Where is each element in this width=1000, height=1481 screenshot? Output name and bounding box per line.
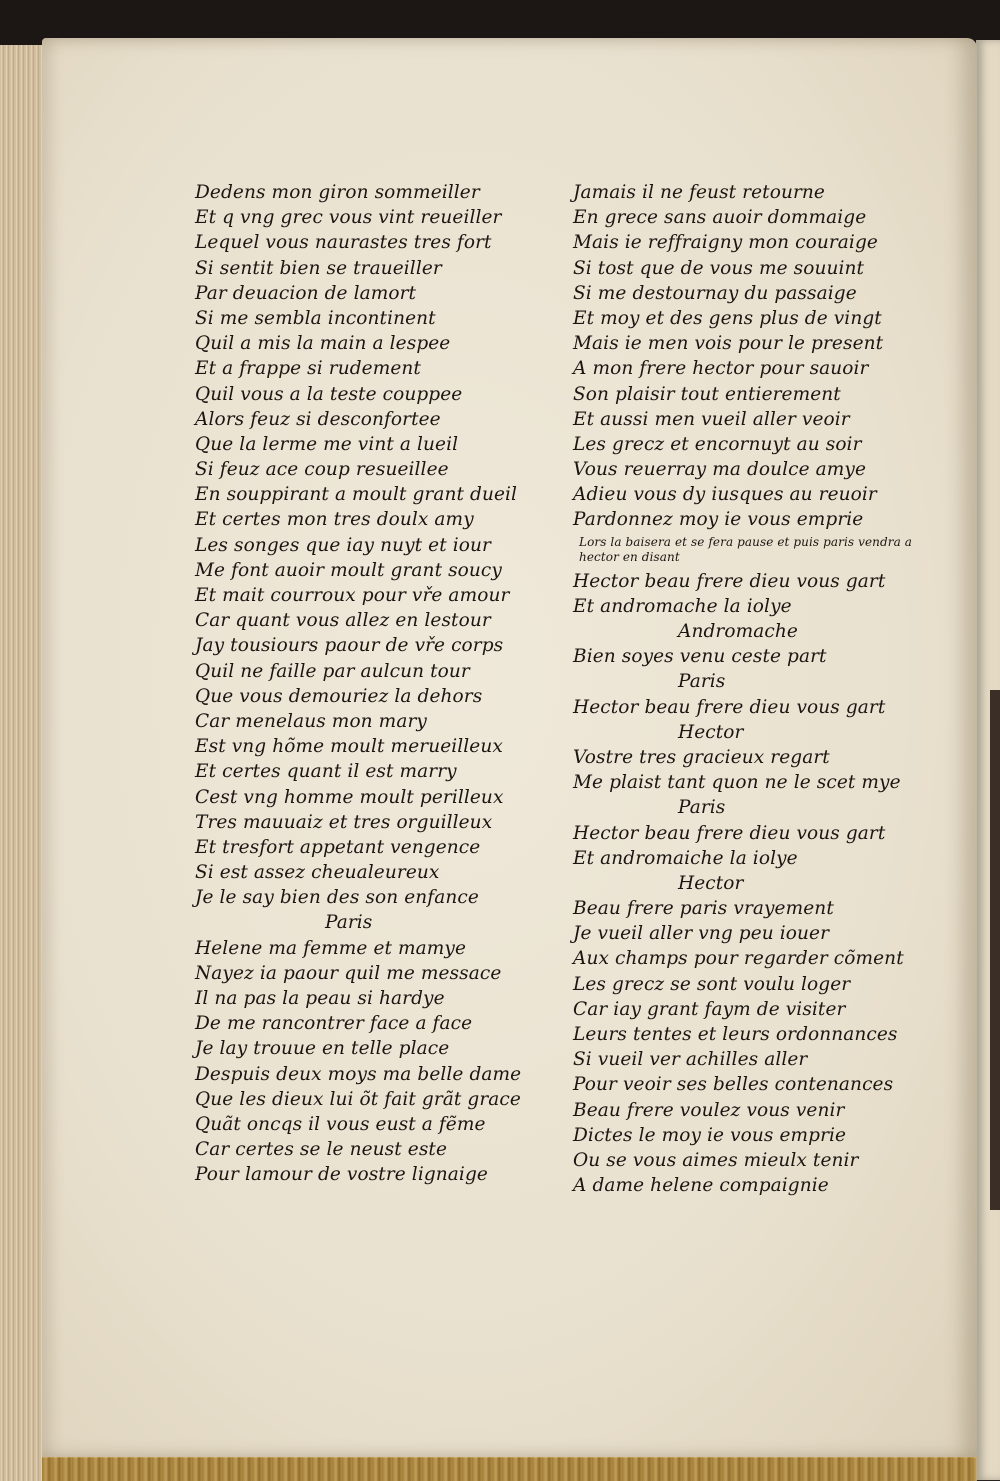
verse-line: Et aussi men vueil aller veoir bbox=[573, 408, 850, 430]
verse-line: Les grecz se sont voulu loger bbox=[573, 973, 851, 995]
speaker-heading: Paris bbox=[678, 797, 726, 819]
verse-line: Beau frere voulez vous venir bbox=[573, 1099, 845, 1121]
verse-line: Et andromaiche la iolye bbox=[573, 847, 798, 869]
gilt-page-edge bbox=[42, 1457, 977, 1481]
speaker-heading: Hector bbox=[678, 872, 744, 894]
verse-line: A mon frere hector pour sauoir bbox=[573, 358, 869, 380]
verse-line: Il na pas la peau si hardye bbox=[195, 988, 445, 1009]
facing-page-woodcut-border bbox=[990, 690, 1000, 1210]
verse-line: En grece sans auoir dommaige bbox=[573, 207, 867, 229]
verse-line: Hector beau frere dieu vous gart bbox=[573, 822, 886, 844]
verse-line: Si feuz ace coup resueillee bbox=[195, 459, 449, 481]
verse-line: Car certes se le neust este bbox=[195, 1139, 447, 1161]
verse-line: Pardonnez moy ie vous emprie bbox=[573, 509, 864, 531]
verse-line: Si vueil ver achilles aller bbox=[573, 1049, 808, 1071]
page-stack-edge bbox=[0, 45, 42, 1481]
verse-line: Adieu vous dy iusques au reuoir bbox=[573, 484, 877, 506]
verse-line: Je le say bien des son enfance bbox=[195, 887, 479, 909]
verse-line: Si est assez cheualeureux bbox=[195, 862, 440, 884]
verse-line: Vous reuerray ma doulce amye bbox=[573, 459, 867, 481]
verse-line: Si sentit bien se traueiller bbox=[195, 257, 442, 279]
verse-line: Aux champs pour regarder cõment bbox=[573, 948, 904, 970]
verse-line: Et certes mon tres doulx amy bbox=[195, 509, 474, 531]
verse-line: Et certes quant il est marry bbox=[195, 761, 457, 783]
verse-line: Dedens mon giron sommeiller bbox=[195, 182, 480, 203]
verse-line: Les grecz et encornuyt au soir bbox=[573, 433, 862, 455]
verse-line: Pour lamour de vostre lignaige bbox=[195, 1164, 488, 1186]
speaker-heading: Andromache bbox=[678, 621, 798, 642]
verse-line: Et a frappe si rudement bbox=[195, 358, 421, 380]
verse-line: Beau frere paris vrayement bbox=[573, 898, 834, 920]
verse-line: Nayez ia paour quil me messace bbox=[195, 962, 502, 984]
verse-line: Son plaisir tout entierement bbox=[573, 383, 841, 405]
verse-line: Vostre tres gracieux regart bbox=[573, 746, 830, 768]
verse-line: Si me sembla incontinent bbox=[195, 307, 436, 329]
verse-line: Quil a mis la main a lespee bbox=[195, 333, 451, 355]
verse-line: Les songes que iay nuyt et iour bbox=[195, 534, 491, 556]
verse-line: Et andromache la iolye bbox=[573, 595, 792, 617]
verse-line: Dictes le moy ie vous emprie bbox=[573, 1124, 847, 1146]
verse-line: Et moy et des gens plus de vingt bbox=[573, 307, 882, 329]
verse-line: Mais ie men vois pour le present bbox=[573, 333, 884, 355]
verse-line: De me rancontrer face a face bbox=[195, 1013, 473, 1035]
verse-line: Me font auoir moult grant soucy bbox=[195, 559, 502, 581]
verse-line: Pour veoir ses belles contenances bbox=[573, 1074, 894, 1096]
verse-line: Hector beau frere dieu vous gart bbox=[573, 696, 886, 718]
verse-line: Car iay grant faym de visiter bbox=[573, 998, 846, 1020]
verse-line: Helene ma femme et mamye bbox=[195, 937, 467, 959]
speaker-heading: Hector bbox=[678, 721, 744, 743]
verse-line: Car menelaus mon mary bbox=[195, 710, 427, 732]
verse-line: Que vous demouriez la dehors bbox=[195, 685, 483, 707]
speaker-heading: Paris bbox=[678, 671, 726, 693]
verse-line: Mais ie reffraigny mon couraige bbox=[573, 232, 878, 254]
stage-direction: Lors la baisera et se fera pause et puis paris vendra a hector en disant bbox=[579, 534, 913, 564]
verse-line: A dame helene compaignie bbox=[573, 1175, 829, 1197]
speaker-heading: Paris bbox=[325, 912, 373, 934]
verse-line: Quil vous a la teste couppee bbox=[195, 383, 463, 405]
verse-line: Ou se vous aimes mieulx tenir bbox=[573, 1149, 859, 1171]
verse-line: Cest vng homme moult perilleux bbox=[195, 786, 504, 808]
verse-line: Et q vng grec vous vint reueiller bbox=[195, 207, 502, 229]
verse-line: En souppirant a moult grant dueil bbox=[195, 484, 518, 506]
verse-line: Est vng hõme moult merueilleux bbox=[195, 736, 503, 758]
verse-line: Jamais il ne feust retourne bbox=[573, 182, 825, 203]
verse-line: Et tresfort appetant vengence bbox=[195, 836, 481, 858]
verse-line: Que la lerme me vint a lueil bbox=[195, 433, 459, 455]
verse-line: Bien soyes venu ceste part bbox=[573, 646, 827, 668]
verse-line: Si tost que de vous me souuint bbox=[573, 257, 865, 279]
verse-line: Hector beau frere dieu vous gart bbox=[573, 570, 886, 592]
verse-line: Leurs tentes et leurs ordonnances bbox=[573, 1024, 898, 1045]
verse-line: Je lay trouue en telle place bbox=[195, 1038, 450, 1060]
verse-line: Alors feuz si desconfortee bbox=[195, 408, 441, 430]
verse-line: Tres mauuaiz et tres orguilleux bbox=[195, 811, 493, 833]
verse-line: Par deuacion de lamort bbox=[195, 282, 417, 304]
verse-line: Quil ne faille par aulcun tour bbox=[195, 660, 470, 682]
right-text-column bbox=[573, 180, 918, 1198]
verse-line: Quãt oncqs il vous eust a fẽme bbox=[195, 1113, 486, 1135]
verse-line: Lequel vous naurastes tres fort bbox=[195, 232, 492, 254]
verse-line: Despuis deux moys ma belle dame bbox=[195, 1063, 522, 1085]
verse-line: Jay tousiours paour de vře corps bbox=[195, 635, 504, 657]
verse-line: Si me destournay du passaige bbox=[573, 282, 857, 304]
verse-line: Je vueil aller vng peu iouer bbox=[573, 923, 830, 945]
verse-line: Que les dieux lui õt fait grãt grace bbox=[195, 1088, 521, 1110]
verse-line: Et mait courroux pour vře amour bbox=[195, 585, 510, 606]
verse-line: Car quant vous allez en lestour bbox=[195, 610, 491, 632]
verse-line: Me plaist tant quon ne le scet mye bbox=[573, 772, 901, 794]
left-text-column bbox=[195, 180, 560, 1188]
